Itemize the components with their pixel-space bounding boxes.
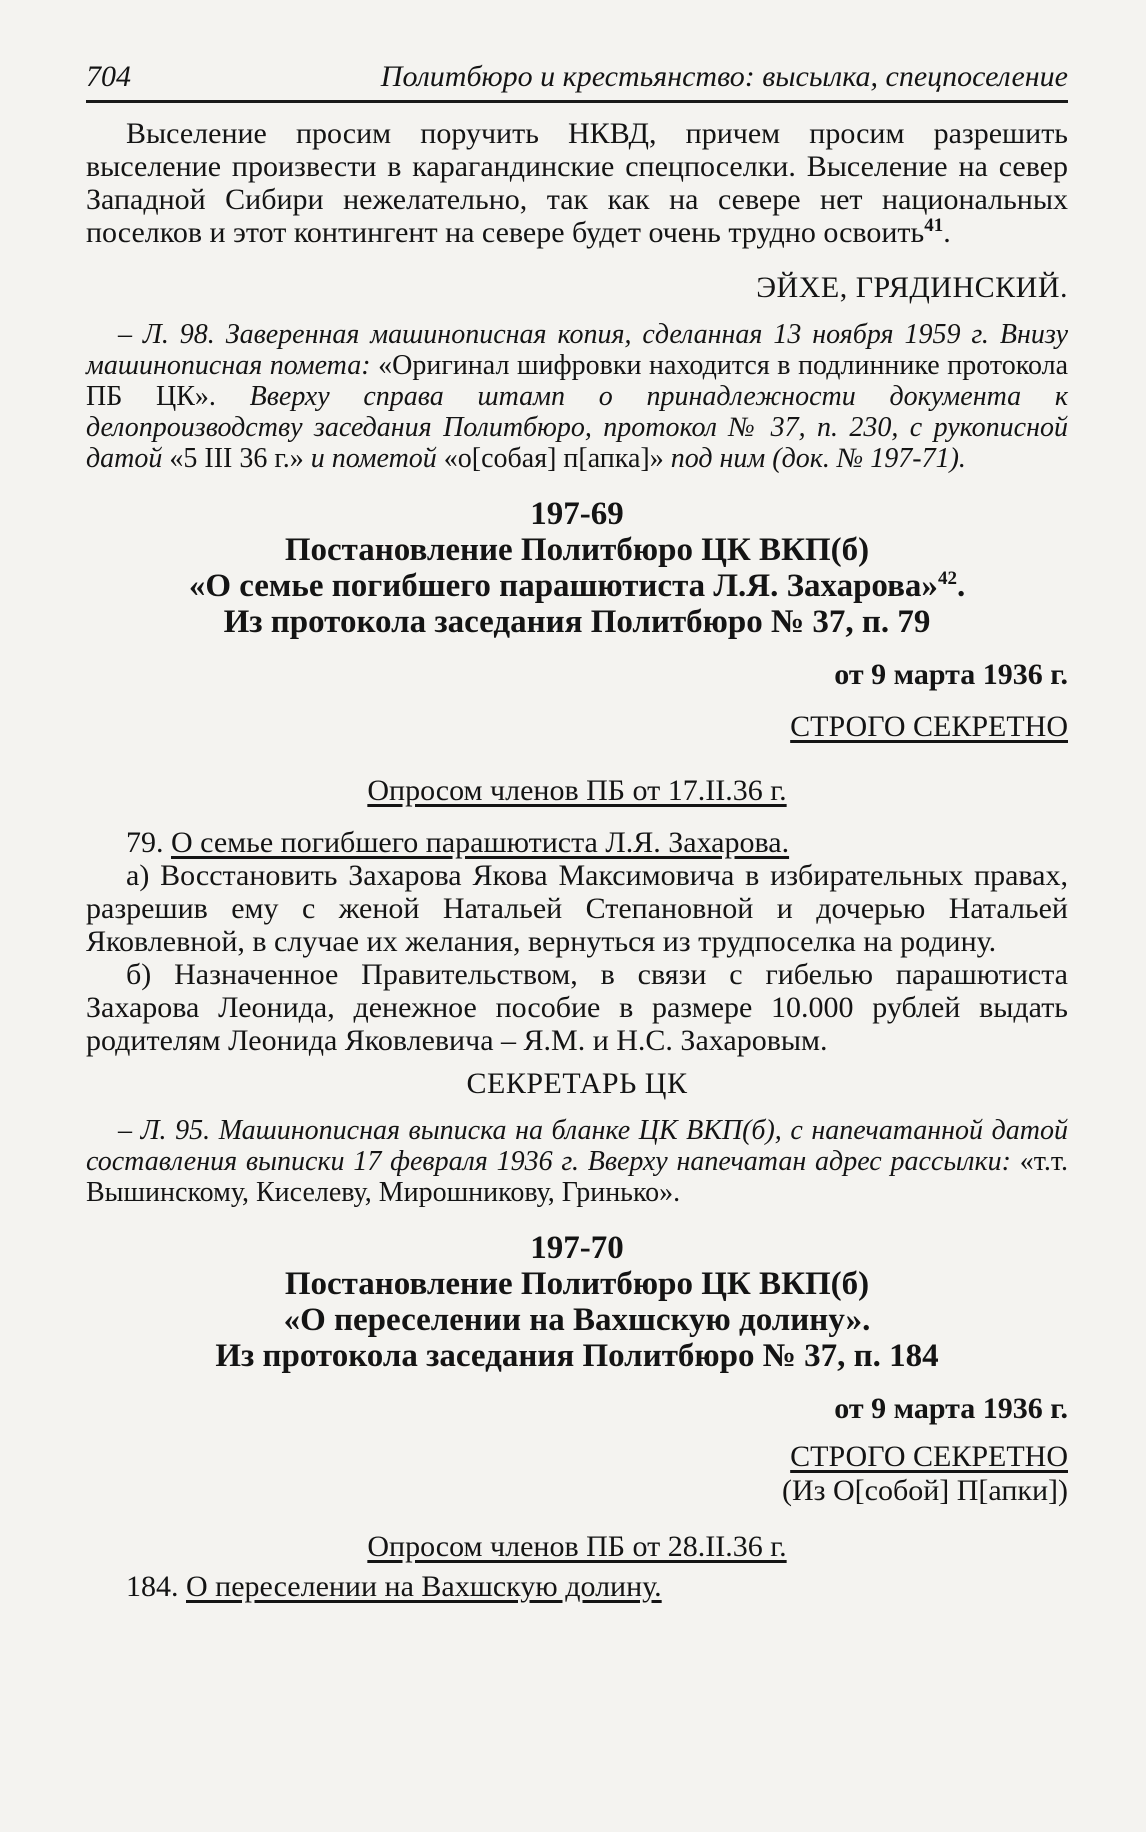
footnote-marker: 41 — [924, 215, 944, 236]
item-70-title: О переселении на Вахшскую долину. — [186, 1570, 662, 1603]
note-1-part4: «5 III 36 г.» — [169, 443, 304, 474]
document-title-70-line2: «О переселении на Вахшскую долину». — [283, 1302, 871, 1338]
document-title-69-line2 — [86, 568, 1068, 604]
poll-69-text: Опросом членов ПБ от 17.II.36 г. — [367, 774, 787, 807]
document-date-69: от 9 марта 1936 г. — [834, 658, 1068, 691]
footnote-marker-42: 42 — [937, 568, 957, 589]
item-70-number: 184. — [126, 1570, 179, 1603]
document-number-69: 197-69 — [530, 496, 624, 532]
poll-line-70 — [86, 1530, 1068, 1564]
note-1-part2: «Оригинал шифровки находится в подлиннике протокола ПБ ЦК». — [86, 350, 1068, 412]
classification-stamp-69 — [86, 710, 1068, 744]
document-title-69-line1: Постановление Политбюро ЦК ВКП(б) — [284, 532, 870, 568]
note-1-part5: и пометой — [303, 443, 444, 474]
classification-70-text: СТРОГО СЕКРЕТНО — [790, 1440, 1068, 1473]
continuation-text: Выселение просим поручить НКВД, причем просим разрешить выселение произвести в карагандинские спецпоселки. Выселение на север Западной Сибири нежелательно, так как на севере нет национальных поселков и этот контингент на севере будет очень трудно освоить — [86, 117, 1068, 249]
document-title-70-line3: Из протокола заседания Политбюро № 37, п. 184 — [215, 1338, 939, 1374]
continuation-text-end: . — [943, 216, 951, 249]
note-1-part7: под ним (док. № 197-71). — [663, 443, 966, 474]
document-title-69-line3: Из протокола заседания Политбюро № 37, п. 79 — [223, 604, 931, 640]
title-69-text: «О семье погибшего парашютиста Л.Я. Захарова» — [188, 568, 938, 604]
classification-69-text: СТРОГО СЕКРЕТНО — [790, 710, 1068, 743]
item-69-a: а) Восстановить Захарова Якова Максимовича в избирательных правах, разрешив ему с женой Натальей Степановной и дочерью Натальей Яковлевной, в случае их желания, вернуться из трудпоселка на родину. — [86, 859, 1068, 958]
poll-line-69 — [86, 774, 1068, 808]
page-number: 704 — [86, 60, 131, 93]
note-1-part6: «о[собая] п[апка]» — [443, 443, 664, 474]
title-69-end: . — [956, 568, 966, 604]
running-title: Политбюро и крестьянство: высылка, спецпоселение — [380, 60, 1068, 93]
resolution-text-70 — [86, 1570, 1068, 1603]
note-1-part1: – Л. 98. Заверенная машинописная копия, сделанная 13 ноября 1959 г. Внизу машинописная помета: — [86, 319, 1068, 381]
continuation-paragraph — [86, 117, 1068, 249]
running-header — [86, 60, 1068, 103]
note-2-part2: «т.т. Вышинскому, Киселеву, Мирошникову, Гринько». — [86, 1146, 1068, 1208]
note-2-part1: – Л. 95. Машинописная выписка на бланке ЦК ВКП(б), с напечатанной датой составления выписки 17 февраля 1936 г. Вверху напечатан адрес рассылки: — [86, 1115, 1068, 1177]
item-69-title: О семье погибшего парашютиста Л.Я. Захарова. — [171, 826, 790, 859]
document-date-70: от 9 марта 1936 г. — [834, 1392, 1068, 1425]
signature-eikhe: ЭЙХЕ, ГРЯДИНСКИЙ. — [756, 271, 1068, 304]
archival-note-1 — [86, 319, 1068, 474]
document-title-70-line1: Постановление Политбюро ЦК ВКП(б) — [284, 1266, 870, 1302]
note-1-part3: Вверху справа штамп о принадлежности документа к делопроизводству заседания Политбюро, протокол № 37, п. 230, с рукописной датой — [86, 381, 1068, 474]
signature-secretary: СЕКРЕТАРЬ ЦК — [466, 1067, 688, 1100]
poll-70-text: Опросом членов ПБ от 28.II.36 г. — [367, 1530, 787, 1563]
document-number-70: 197-70 — [530, 1230, 624, 1266]
special-folder-note: (Из О[собой] П[апки]) — [781, 1474, 1068, 1507]
item-69-b: б) Назначенное Правительством, в связи с гибелью парашютиста Захарова Леонида, денежное пособие в размере 10.000 рублей выдать родителям Леонида Яковлевича – Я.М. и Н.С. Захаровым. — [86, 958, 1068, 1057]
resolution-text-69 — [86, 826, 1068, 1057]
item-69-number: 79. — [126, 826, 164, 859]
archival-note-2 — [86, 1115, 1068, 1208]
classification-stamp-70 — [86, 1440, 1068, 1474]
